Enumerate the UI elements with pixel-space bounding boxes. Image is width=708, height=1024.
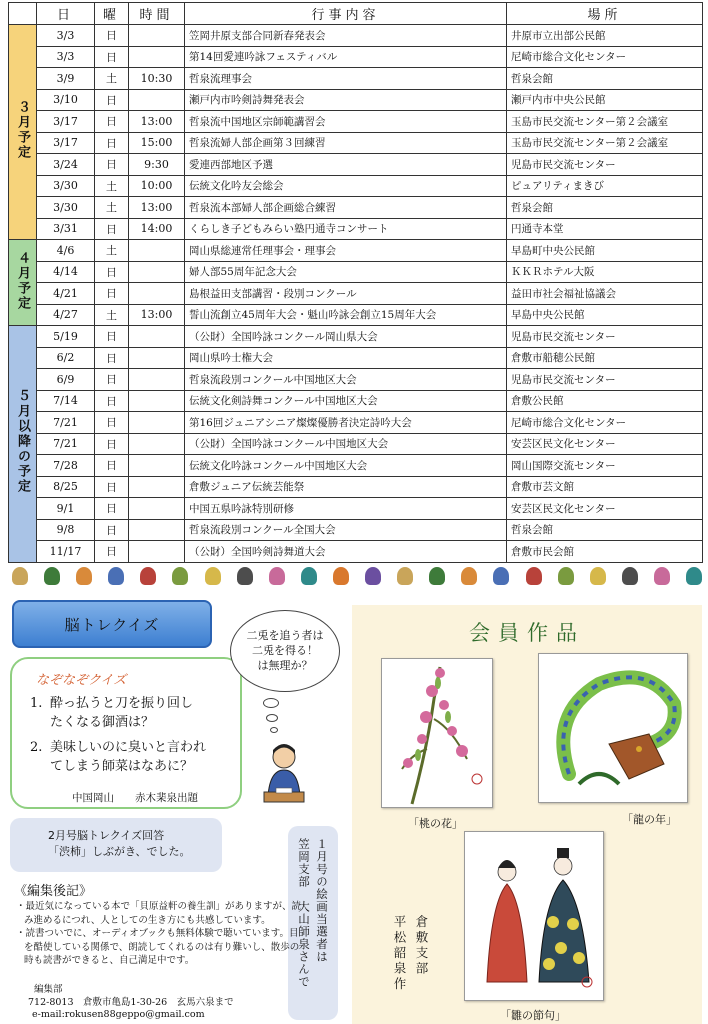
scholar-writing-illustration — [258, 742, 310, 804]
cell-date: 4/6 — [37, 240, 95, 262]
quiz-banner: 脳トレクイズ — [12, 600, 212, 648]
cell-time — [129, 541, 185, 563]
cell-time: 9:30 — [129, 154, 185, 176]
cell-date: 6/2 — [37, 347, 95, 369]
cell-place: 安芸区民文化センター — [507, 433, 703, 455]
cell-time: 13:00 — [129, 111, 185, 133]
cell-time — [129, 25, 185, 47]
cell-event: 岡山県総連常任理事会・理事会 — [185, 240, 507, 262]
dancer-figures-border — [12, 564, 702, 588]
cell-event: 誓山流創立45周年大会・魁山吟詠会創立15周年大会 — [185, 304, 507, 326]
quiz-line: 美味しいのに臭いと言われ — [50, 740, 207, 755]
schedule-row — [9, 175, 703, 197]
cell-date: 4/27 — [37, 304, 95, 326]
schedule-row — [9, 390, 703, 412]
cell-place: 尼崎市総合文化センター — [507, 46, 703, 68]
header-date: 日 — [37, 3, 95, 25]
winner-line: 笠岡支部 大山師泉さんで — [297, 838, 311, 988]
cell-date: 3/9 — [37, 68, 95, 90]
cell-time — [129, 498, 185, 520]
cell-place: 倉敷市民会館 — [507, 541, 703, 563]
quiz-question-1 — [30, 694, 230, 732]
dancer-figure-icon — [493, 567, 509, 585]
cell-event: 哲泉流段別コンクール全国大会 — [185, 519, 507, 541]
bubble-line: 二兎を得る！ — [252, 644, 318, 657]
cell-place: 玉島市民交流センター第２会議室 — [507, 132, 703, 154]
cell-time: 15:00 — [129, 132, 185, 154]
cell-event: 伝統文化剣詩舞コンクール中国地区大会 — [185, 390, 507, 412]
cell-place: 哲泉会館 — [507, 519, 703, 541]
cell-place: 益田市社会福祉協議会 — [507, 283, 703, 305]
cell-time: 10:00 — [129, 175, 185, 197]
cell-day: 日 — [95, 433, 129, 455]
schedule-row — [9, 541, 703, 563]
editor-address: 712-8013 倉敷市亀島1-30-26 玄馬六泉まで — [28, 996, 234, 1008]
peach-blossom-painting — [381, 658, 493, 808]
cell-date: 9/1 — [37, 498, 95, 520]
cell-date: 6/9 — [37, 369, 95, 391]
cell-day: 日 — [95, 347, 129, 369]
cell-day: 日 — [95, 541, 129, 563]
cell-date: 3/30 — [37, 175, 95, 197]
cell-time — [129, 89, 185, 111]
cell-event: 哲泉流理事会 — [185, 68, 507, 90]
cell-time — [129, 326, 185, 348]
cell-date: 3/30 — [37, 197, 95, 219]
thought-dot — [263, 698, 279, 708]
thought-dot — [266, 714, 278, 722]
answer-line: 「渋柿」しぶがき、でした。 — [48, 845, 191, 858]
dancer-figure-icon — [140, 567, 156, 585]
dancer-figure-icon — [397, 567, 413, 585]
table-header-row — [9, 3, 703, 25]
dancer-figure-icon — [44, 567, 60, 585]
quiz-author: 中国岡山 赤木棐泉出題 — [72, 792, 198, 804]
cell-event: 哲泉流段別コンクール中国地区大会 — [185, 369, 507, 391]
cell-time: 13:00 — [129, 304, 185, 326]
cell-event: 哲泉流婦人部企画第３回練習 — [185, 132, 507, 154]
cell-day: 日 — [95, 455, 129, 477]
cell-day: 日 — [95, 498, 129, 520]
cell-time: 14:00 — [129, 218, 185, 240]
cell-event: 笠岡井原支部合同新春発表会 — [185, 25, 507, 47]
cell-day: 土 — [95, 240, 129, 262]
cell-date: 7/21 — [37, 412, 95, 434]
cell-event: 哲泉流中国地区宗師範講習会 — [185, 111, 507, 133]
cell-date: 5/19 — [37, 326, 95, 348]
cell-day: 日 — [95, 111, 129, 133]
cell-day: 日 — [95, 25, 129, 47]
cell-date: 3/10 — [37, 89, 95, 111]
editor-note: ・最近気になっている本で「貝原益軒の養生訓」がありますが、読み進めるにつれ、人としての生き方にも共感しています。 — [16, 901, 302, 926]
artworks-author — [390, 915, 430, 993]
dancer-figure-icon — [301, 567, 317, 585]
schedule-body — [9, 25, 703, 563]
bubble-line: 二兎を追う者は — [246, 629, 324, 642]
cell-date: 9/8 — [37, 519, 95, 541]
dancer-figure-icon — [12, 567, 28, 585]
quiz-box — [10, 657, 242, 809]
cell-place: 井原市立出部公民館 — [507, 25, 703, 47]
cell-date: 3/3 — [37, 46, 95, 68]
section-label: ４月予定 — [15, 250, 30, 311]
cell-place: 尼崎市総合文化センター — [507, 412, 703, 434]
cell-place: ピュアリティまきび — [507, 175, 703, 197]
cell-time — [129, 347, 185, 369]
cell-event: 岡山県吟士権大会 — [185, 347, 507, 369]
cell-event: 婦人部55周年記念大会 — [185, 261, 507, 283]
cell-place: 哲泉会館 — [507, 68, 703, 90]
cell-place: 安芸区民文化センター — [507, 498, 703, 520]
schedule-row — [9, 154, 703, 176]
cell-day: 日 — [95, 412, 129, 434]
cell-place: 早島中央公民館 — [507, 304, 703, 326]
cell-event: くらしき子どもみらい塾円通寺コンサート — [185, 218, 507, 240]
schedule-row — [9, 89, 703, 111]
cell-time: 10:30 — [129, 68, 185, 90]
cell-date: 11/17 — [37, 541, 95, 563]
header-time: 時間 — [129, 3, 185, 25]
cell-day: 土 — [95, 304, 129, 326]
cell-event: 第14回愛連吟詠フェスティバル — [185, 46, 507, 68]
cell-event: 伝統文化吟友会総会 — [185, 175, 507, 197]
cell-time — [129, 476, 185, 498]
cell-date: 7/21 — [37, 433, 95, 455]
editor-label: 編集部 — [34, 984, 63, 995]
cell-day: 日 — [95, 283, 129, 305]
dancer-figure-icon — [558, 567, 574, 585]
hina-doll-painting — [464, 831, 604, 1001]
cell-date: 4/14 — [37, 261, 95, 283]
cell-place: ＫＫＲホテル大阪 — [507, 261, 703, 283]
editor-notes-title: 《編集後記》 — [14, 884, 93, 899]
author-line: 平松韶泉作 — [392, 915, 407, 993]
cell-event: 瀬戸内市吟剣詩舞発表会 — [185, 89, 507, 111]
cell-time — [129, 433, 185, 455]
cell-time: 13:00 — [129, 197, 185, 219]
dragon-painting — [538, 653, 688, 803]
cell-event: （公財）全国吟剣詩舞道大会 — [185, 541, 507, 563]
schedule-row — [9, 132, 703, 154]
cell-day: 日 — [95, 261, 129, 283]
quiz-answer-box — [10, 818, 222, 872]
member-artworks-panel — [352, 605, 702, 1024]
quiz-line: てしまう師菜はなあに？ — [50, 759, 194, 774]
cell-time — [129, 46, 185, 68]
editor-note: ・読書ついでに、オーディオブックも無料体験で聴いています。目を酷使している関係で、朗読してくれるのは有り難いし、散歩の時も読書ができると、自己満足中です。 — [16, 928, 300, 966]
cell-place: 哲泉会館 — [507, 197, 703, 219]
dancer-figure-icon — [429, 567, 445, 585]
bubble-line: は無理か？ — [257, 659, 313, 672]
cell-day: 日 — [95, 369, 129, 391]
quiz-line: 酔っ払うと刀を振り回し — [50, 696, 194, 711]
artwork-caption: 「龍の年」 — [622, 813, 677, 826]
dancer-figure-icon — [461, 567, 477, 585]
schedule-row — [9, 476, 703, 498]
cell-place: 玉島市民交流センター第２会議室 — [507, 111, 703, 133]
cell-place: 倉敷公民館 — [507, 390, 703, 412]
quiz-line: たくなる御酒は？ — [50, 715, 155, 730]
dancer-figure-icon — [365, 567, 381, 585]
cell-place: 倉敷市芸文館 — [507, 476, 703, 498]
header-place: 場所 — [507, 3, 703, 25]
answer-line: 2月号脳トレクイズ回答 — [48, 829, 165, 842]
schedule-row — [9, 347, 703, 369]
schedule-row — [9, 412, 703, 434]
cell-event: 中国五県吟詠特別研修 — [185, 498, 507, 520]
cell-event: 島根益田支部講習・段別コンクール — [185, 283, 507, 305]
cell-event: （公財）全国吟詠コンクール中国地区大会 — [185, 433, 507, 455]
schedule-row — [9, 68, 703, 90]
cell-day: 日 — [95, 46, 129, 68]
cell-place: 早島町中央公民館 — [507, 240, 703, 262]
schedule-row — [9, 455, 703, 477]
cell-date: 7/28 — [37, 455, 95, 477]
cell-time — [129, 261, 185, 283]
cell-day: 日 — [95, 154, 129, 176]
dancer-figure-icon — [526, 567, 542, 585]
cell-place: 児島市民交流センター — [507, 154, 703, 176]
schedule-row — [9, 197, 703, 219]
quiz-number: 1. — [30, 696, 43, 711]
schedule-row — [9, 25, 703, 47]
header-event: 行事内容 — [185, 3, 507, 25]
cell-day: 日 — [95, 326, 129, 348]
winner-line: １月号の絵画当選者は — [315, 838, 329, 963]
schedule-row — [9, 261, 703, 283]
cell-day: 日 — [95, 476, 129, 498]
cell-place: 瀬戸内市中央公民館 — [507, 89, 703, 111]
section-label-cell — [9, 240, 37, 326]
cell-day: 土 — [95, 68, 129, 90]
schedule-row — [9, 519, 703, 541]
cell-day: 日 — [95, 218, 129, 240]
header-section-cell — [9, 3, 37, 25]
cell-event: 倉敷ジュニア伝統芸能祭 — [185, 476, 507, 498]
cell-event: 愛連西部地区予選 — [185, 154, 507, 176]
cell-day: 土 — [95, 197, 129, 219]
dancer-figure-icon — [237, 567, 253, 585]
cell-date: 3/17 — [37, 111, 95, 133]
cell-day: 土 — [95, 175, 129, 197]
editor-notes — [14, 900, 304, 968]
cell-time — [129, 412, 185, 434]
dancer-figure-icon — [172, 567, 188, 585]
cell-place: 児島市民交流センター — [507, 326, 703, 348]
cell-place: 倉敷市船穂公民館 — [507, 347, 703, 369]
quiz-number: 2. — [30, 740, 43, 755]
cell-time — [129, 390, 185, 412]
schedule-row — [9, 111, 703, 133]
cell-time — [129, 455, 185, 477]
cell-day: 日 — [95, 519, 129, 541]
section-label: ３月予定 — [15, 100, 30, 160]
dancer-figure-icon — [76, 567, 92, 585]
editor-email: e-mail:rokusen88geppo@gmail.com — [32, 1009, 205, 1020]
cell-day: 日 — [95, 390, 129, 412]
dancer-figure-icon — [622, 567, 638, 585]
dancer-figure-icon — [269, 567, 285, 585]
cell-time — [129, 283, 185, 305]
cell-date: 8/25 — [37, 476, 95, 498]
dancer-figure-icon — [686, 567, 702, 585]
schedule-row — [9, 304, 703, 326]
schedule-row — [9, 218, 703, 240]
schedule-row — [9, 326, 703, 348]
schedule-row — [9, 283, 703, 305]
quiz-title: なぞなぞクイズ — [36, 673, 127, 688]
dancer-figure-icon — [333, 567, 349, 585]
author-line: 倉敷支部 — [414, 915, 429, 977]
schedule-table — [8, 2, 703, 563]
cell-date: 3/3 — [37, 25, 95, 47]
cell-time — [129, 240, 185, 262]
schedule-row — [9, 498, 703, 520]
dancer-figure-icon — [108, 567, 124, 585]
cell-date: 7/14 — [37, 390, 95, 412]
header-day: 曜 — [95, 3, 129, 25]
dancer-figure-icon — [654, 567, 670, 585]
dancer-figure-icon — [590, 567, 606, 585]
artworks-title: 会員作品 — [469, 621, 585, 645]
dancer-figure-icon — [205, 567, 221, 585]
cell-event: 哲泉流本部婦人部企画総合練習 — [185, 197, 507, 219]
cell-event: （公財）全国吟詠コンクール岡山県大会 — [185, 326, 507, 348]
cell-date: 4/21 — [37, 283, 95, 305]
section-label-cell — [9, 25, 37, 240]
artwork-caption: 「雛の節句」 — [500, 1009, 566, 1022]
cell-day: 日 — [95, 132, 129, 154]
artwork-caption: 「桃の花」 — [408, 817, 463, 830]
cell-event: 第16回ジュニアシニア燦燦優勝者決定詩吟大会 — [185, 412, 507, 434]
section-label-cell — [9, 326, 37, 563]
cell-event: 伝統文化吟詠コンクール中国地区大会 — [185, 455, 507, 477]
schedule-row — [9, 369, 703, 391]
cell-date: 3/24 — [37, 154, 95, 176]
schedule-row — [9, 433, 703, 455]
thought-bubble — [230, 610, 340, 692]
cell-place: 岡山国際交流センター — [507, 455, 703, 477]
cell-date: 3/17 — [37, 132, 95, 154]
schedule-row — [9, 46, 703, 68]
cell-place: 円通寺本堂 — [507, 218, 703, 240]
editor-signature — [28, 984, 234, 1022]
cell-day: 日 — [95, 89, 129, 111]
quiz-question-2 — [30, 738, 230, 776]
cell-place: 児島市民交流センター — [507, 369, 703, 391]
section-label: ５月以降の予定 — [15, 389, 30, 495]
cell-date: 3/31 — [37, 218, 95, 240]
cell-time — [129, 519, 185, 541]
schedule-row — [9, 240, 703, 262]
cell-time — [129, 369, 185, 391]
thought-dot — [270, 727, 278, 733]
